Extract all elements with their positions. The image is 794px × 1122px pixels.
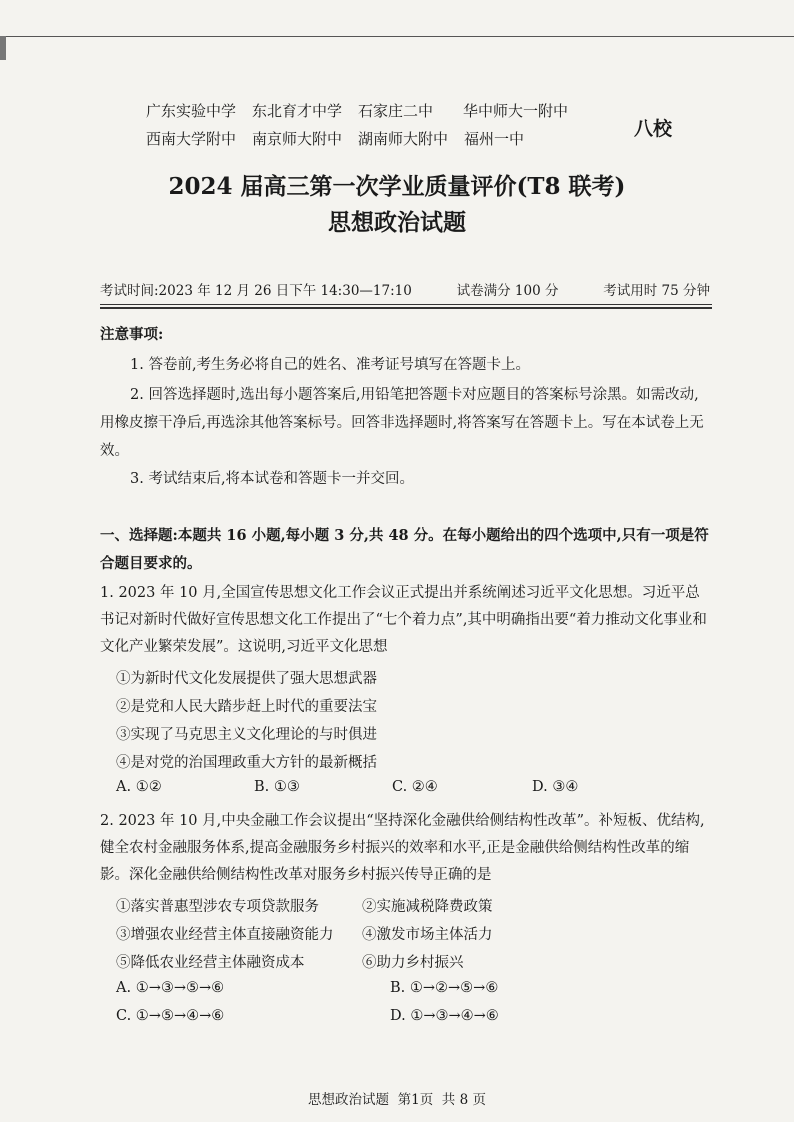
notice-item: 3. 考试结束后,将本试卷和答题卡一并交回。 xyxy=(130,471,415,487)
exam-time: 考试时间:2023 年 12 月 26 日下午 14:30—17:10 xyxy=(100,283,412,299)
school-row-1 xyxy=(146,96,666,124)
q2-choice-c: C. ①→⑤→④→⑥ xyxy=(116,1008,225,1024)
q1-choice-b: B. ①③ xyxy=(254,779,300,795)
school-name: 石家庄二中 xyxy=(358,101,434,120)
q1-statement: ④是对党的治国理政重大方针的最新概括 xyxy=(116,755,377,771)
exam-subject-title: 思想政治试题 xyxy=(328,209,466,236)
question-1-stem: 1. 2023 年 10 月,全国宣传思想文化工作会议正式提出并系统阐述习近平文化思想。习近平总书记对新时代做好宣传思想文化工作提出了“七个着力点”,其中明确指出要“着力推动文化事业和文化产业繁荣发展”。这说明,习近平文化思想 xyxy=(100,585,707,655)
q2-choice-b: B. ①→②→⑤→⑥ xyxy=(390,980,499,996)
notice-title: 注意事项: xyxy=(100,326,164,343)
q2-statement: ⑥助力乡村振兴 xyxy=(362,955,464,971)
divider xyxy=(100,304,712,305)
school-name: 广东实验中学 xyxy=(146,101,237,120)
page-footer xyxy=(0,1088,794,1108)
question-2-stem: 2. 2023 年 10 月,中央金融工作会议提出“坚持深化金融供给侧结构性改革”。补短板、优结构,健全农村金融服务体系,提高金融服务乡村振兴的效率和水平,正是金融供给侧结构性改革的缩影。深化金融供给侧结构性改革对服务乡村振兴传导正确的是 xyxy=(100,813,705,883)
scan-top-edge xyxy=(0,36,794,37)
eight-schools-label: 八校 xyxy=(634,118,673,140)
exam-info-bar xyxy=(100,279,710,299)
section-heading: 一、选择题:本题共 16 小题,每小题 3 分,共 48 分。在每小题给出的四个选项中,只有一项是符合题目要求的。 xyxy=(100,527,709,572)
school-name: 西南大学附中 xyxy=(146,129,237,148)
school-row-2 xyxy=(146,124,666,152)
q1-statement: ①为新时代文化发展提供了强大思想武器 xyxy=(116,671,377,687)
school-name: 东北育才中学 xyxy=(252,101,343,120)
q2-choice-d: D. ①→③→④→⑥ xyxy=(390,1008,499,1024)
school-name: 南京师大附中 xyxy=(252,129,343,148)
q1-choice-c: C. ②④ xyxy=(392,779,438,795)
footer-page-number: 第1页 xyxy=(397,1092,434,1108)
q2-statement: ④激发市场主体活力 xyxy=(362,927,493,943)
footer-total-pages: 共 8 页 xyxy=(441,1092,486,1108)
q2-statement: ②实施减税降费政策 xyxy=(362,899,493,915)
exam-title: 2024 届高三第一次学业质量评价(T8 联考) xyxy=(168,173,626,200)
school-name: 湖南师大附中 xyxy=(358,129,449,148)
q2-statement: ③增强农业经营主体直接融资能力 xyxy=(116,927,334,943)
q1-statement: ③实现了马克思主义文化理论的与时俱进 xyxy=(116,727,377,743)
q2-choice-a: A. ①→③→⑤→⑥ xyxy=(116,980,225,996)
full-score: 试卷满分 100 分 xyxy=(456,283,559,299)
scan-corner-mark xyxy=(0,36,6,60)
divider xyxy=(100,307,712,309)
school-list xyxy=(146,96,666,152)
q1-choice-a: A. ①② xyxy=(116,779,162,795)
notice-item: 1. 答卷前,考生务必将自己的姓名、准考证号填写在答题卡上。 xyxy=(130,357,531,373)
footer-subject: 思想政治试题 xyxy=(308,1092,390,1108)
q2-statement: ①落实普惠型涉农专项贷款服务 xyxy=(116,899,319,915)
q1-choice-d: D. ③④ xyxy=(532,779,579,795)
exam-duration: 考试用时 75 分钟 xyxy=(603,283,710,299)
notice-item: 2. 回答选择题时,选出每小题答案后,用铅笔把答题卡对应题目的答案标号涂黑。如需改动,用橡皮擦干净后,再选涂其他答案标号。回答非选择题时,将答案写在答题卡上。写在本试卷上无效。 xyxy=(100,387,704,459)
school-name: 福州一中 xyxy=(464,129,525,148)
school-name: 华中师大一附中 xyxy=(463,101,569,120)
q1-statement: ②是党和人民大踏步赶上时代的重要法宝 xyxy=(116,699,377,715)
q2-statement: ⑤降低农业经营主体融资成本 xyxy=(116,955,305,971)
